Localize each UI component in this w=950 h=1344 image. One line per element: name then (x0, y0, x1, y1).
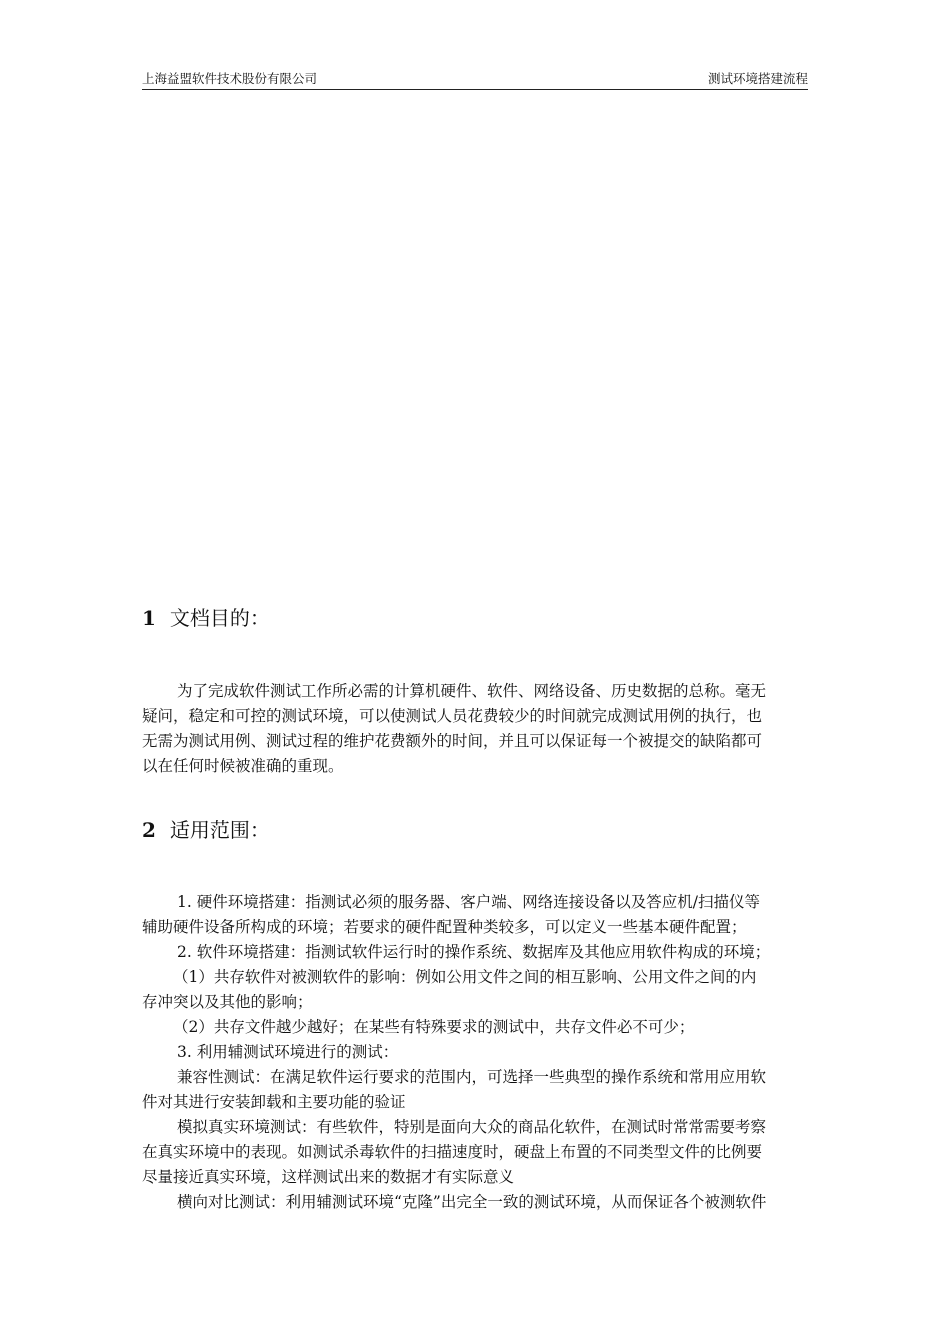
section-1-heading (142, 606, 270, 630)
body-line: 兼容性测试：在满足软件运行要求的范围内，可选择一些典型的操作系统和常用应用软 (177, 1068, 767, 1086)
section-2-number: 2 (142, 818, 156, 842)
body-line: 辅助硬件设备所构成的环境；若要求的硬件配置种类较多，可以定义一些基本硬件配置； (142, 918, 747, 936)
body-line: 在真实环境中的表现。如测试杀毒软件的扫描速度时，硬盘上布置的不同类型文件的比例要 (142, 1143, 763, 1161)
body-line: 以在任何时候被准确的重现。 (142, 757, 344, 775)
header-document-title: 测试环境搭建流程 (707, 71, 808, 86)
body-line: 无需为测试用例、测试过程的维护花费额外的时间，并且可以保证每一个被提交的缺陷都可 (142, 732, 763, 750)
header-company-name: 上海益盟软件技术股份有限公司 (142, 71, 318, 86)
body-line: 2. 软件环境搭建：指测试软件运行时的操作系统、数据库及其他应用软件构成的环境； (177, 943, 771, 961)
body-line: 3. 利用辅测试环境进行的测试： (177, 1043, 399, 1061)
body-line: 件对其进行安装卸载和主要功能的验证 (142, 1093, 406, 1111)
body-line: （1）共存软件对被测软件的影响：例如公用文件之间的相互影响、公用文件之间的内 (173, 968, 757, 986)
section-1-title: 文档目的： (169, 606, 270, 630)
body-line: 疑问，稳定和可控的测试环境，可以使测试人员花费较少的时间就完成测试用例的执行，也 (142, 707, 763, 725)
body-line: 1. 硬件环境搭建：指测试必须的服务器、客户端、网络连接设备以及答应机/扫描仪等 (177, 893, 760, 911)
body-line: 尽量接近真实环境，这样测试出来的数据才有实际意义 (142, 1168, 515, 1186)
body-line: 模拟真实环境测试：有些软件，特别是面向大众的商品化软件，在测试时常常需要考察 (177, 1118, 767, 1136)
body-line: 横向对比测试：利用辅测试环境“克隆”出完全一致的测试环境，从而保证各个被测软件 (177, 1193, 767, 1211)
body-line: 存冲突以及其他的影响； (142, 993, 313, 1011)
body-line: 为了完成软件测试工作所必需的计算机硬件、软件、网络设备、历史数据的总称。毫无 (177, 682, 767, 700)
section-2-title: 适用范围： (169, 818, 270, 842)
section-2-heading (142, 818, 270, 842)
section-1-number: 1 (142, 606, 156, 630)
page-header (142, 72, 808, 90)
body-line: （2）共存文件越少越好；在某些有特殊要求的测试中，共存文件必不可少； (173, 1018, 695, 1036)
